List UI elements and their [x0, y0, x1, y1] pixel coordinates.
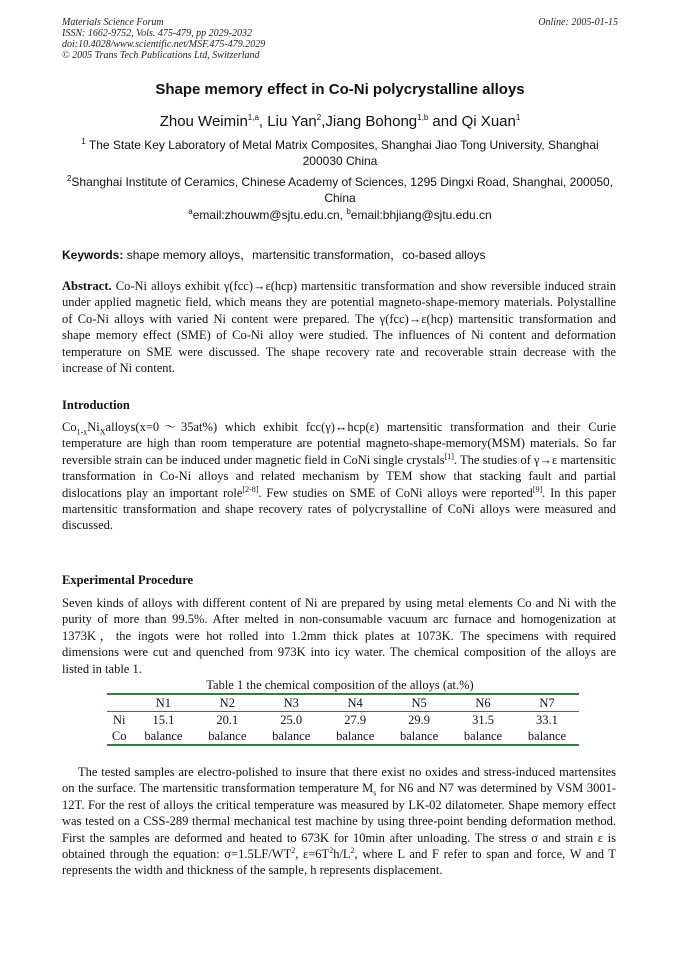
- email-line: [62, 208, 618, 222]
- introduction-paragraph: [62, 419, 616, 534]
- intro-text: alloys(x=0～35at%) which exhibit fcc(γ)↔hcp(ε) martensitic transformation and their Curie temperature are high than room temperature are potential magneto-shape-memory(MSM) materials. So far reversible strain can be induced under magnetic field in CoNi single crystals: [62, 420, 616, 467]
- table-cell: balance: [515, 728, 579, 745]
- author-name: Jiang Bohong: [325, 113, 418, 130]
- tested-text: h/L: [333, 847, 351, 862]
- intro-text: . In this paper martensitic transformation and shape recovery rates of polycrystalline of CoNi alloys were measured and discussed.: [62, 485, 617, 533]
- keywords-label: Keywords:: [62, 248, 124, 262]
- table-cell: balance: [131, 728, 195, 745]
- author-superscript: 1,a: [247, 113, 259, 122]
- table-cell: balance: [387, 728, 451, 745]
- intro-text: . Few studies on SME of CoNi alloys were reported: [258, 485, 533, 500]
- tested-superscript: 2: [329, 845, 334, 855]
- author-name: Liu Yan: [267, 113, 317, 130]
- table-header-cell: N3: [259, 694, 323, 712]
- intro-text: . The studies of γ→ε martensitic transformation in Co-Ni alloys and related mechanism by TEM show that stacking fault and partial dislocations play an important role: [62, 452, 617, 500]
- affiliation-superscript: 1: [81, 137, 86, 146]
- email-superscript: b: [346, 207, 351, 216]
- experimental-paragraph: Seven kinds of alloys with different content of Ni are prepared by using metal elements Co and Ni with the purity of more than 99.5%. After melted in non-consumable vacuum arc furnace and homogenization at 1373K，the ingots were hot rolled into 1.2mm thick plates at 1073K. The specimens with required dimensions were cut and quenched from 973K into icy water. The chemical composition of the alloys are listed in table 1.: [62, 596, 616, 676]
- tested-superscript: 2: [350, 845, 355, 855]
- affiliation-2: [62, 174, 618, 206]
- journal-name: Materials Science Forum: [62, 17, 164, 28]
- table-header-cell: N7: [515, 694, 579, 712]
- doi-line: doi:10.4028/www.scientific.net/MSF.475-479.2029: [62, 39, 266, 50]
- composition-table: [107, 693, 579, 746]
- tested-text: , where L and F refer to span and force, W and T represents the width and thickness of the sample, h represents displacement.: [62, 847, 617, 878]
- email-a: email:zhouwm@sjtu.edu.cn: [192, 208, 340, 222]
- table-cell: 15.1: [152, 712, 175, 727]
- intro-subscript: X: [99, 427, 106, 437]
- table-cell: 20.1: [216, 712, 239, 727]
- table-header-cell: N6: [451, 694, 515, 712]
- abstract-text: Co-Ni alloys exhibit γ(fcc)→ε(hcp) martensitic transformation and show reversible induced strain under applied magnetic field, which means they are potential magneto-shape-memory materials. Polystalline of Co-Ni alloys with varied Ni content were prepared. The γ(fcc)→ε(hcp) martensitic transformation and shape memory effect (SME) of Co-Ni alloy were studied. The influences of Ni content and deformation temperature on SME were discussed. The shape recovery rate and recoverable strain decrease with the increase of Ni content.: [62, 279, 616, 376]
- table-cell: balance: [195, 728, 259, 745]
- table-cell: balance: [323, 728, 387, 745]
- author-separator: ,: [321, 113, 326, 130]
- paper-title: Shape memory effect in Co-Ni polycrystalline alloys: [155, 81, 525, 98]
- tested-superscript: 2: [291, 845, 296, 855]
- table-caption: Table 1 the chemical composition of the alloys (at.%): [206, 678, 474, 692]
- email-b: email:bhjiang@sjtu.edu.cn: [350, 208, 492, 222]
- reference-marker: [1]: [444, 451, 454, 461]
- reference-marker: [2-8]: [242, 484, 259, 494]
- tested-text: for N6 and N7 was determined by VSM 3001-12T. For the rest of alloys the critical temperature was measured by LK-02 dilatometer. Shape memory effect was tested on a CSS-289 thermal mechanical test machine by using three-point bending deformation method. First the samples are deformed and heated to 673K for 10min after unloading. The stress σ and strain ε is obtained through the equation: σ=1.5LF/WT: [62, 781, 616, 862]
- table-cell: 31.5: [472, 712, 494, 727]
- affiliation-1: [62, 137, 618, 169]
- copyright-line: © 2005 Trans Tech Publications Ltd, Switzerland: [62, 50, 260, 61]
- affiliation-text: The State Key Laboratory of Metal Matrix Composites, Shanghai Jiao Tong University, Shanghai 200030 China: [85, 138, 599, 168]
- table-cell: 29.9: [408, 712, 431, 727]
- table-header-cell: N2: [195, 694, 259, 712]
- online-date: Online: 2005-01-15: [538, 17, 618, 28]
- table-header-cell: N1: [131, 694, 195, 712]
- table-cell: Co: [107, 728, 131, 745]
- tested-text: , ε=6T: [295, 847, 330, 862]
- author-superscript: 2: [316, 113, 322, 122]
- keywords-text: shape memory alloys，martensitic transformation，co-based alloys: [123, 248, 486, 262]
- table-cell: Ni: [112, 712, 126, 727]
- intro-text: Ni: [87, 420, 100, 434]
- table-cell: 33.1: [536, 712, 558, 727]
- abstract-paragraph: [62, 278, 616, 376]
- issn-line: ISSN: 1662-9752, Vols. 475-479, pp 2029-2032: [62, 28, 252, 39]
- table-row: [107, 712, 579, 729]
- author-list: [62, 113, 618, 130]
- intro-subscript: 1-x: [76, 427, 88, 437]
- abstract-label: Abstract.: [62, 279, 112, 293]
- tested-paragraph: [62, 764, 616, 879]
- intro-text: Co: [62, 420, 77, 434]
- experimental-heading: Experimental Procedure: [62, 573, 194, 587]
- affiliation-superscript: 2: [66, 174, 72, 183]
- table-cell: 25.0: [280, 712, 303, 727]
- table-cell: balance: [259, 728, 323, 745]
- reference-marker: [9]: [532, 484, 543, 494]
- keywords-line: [62, 246, 618, 263]
- table-header-cell: N4: [323, 694, 387, 712]
- journal-header: [62, 17, 618, 61]
- author-name: Qi Xuan: [461, 113, 516, 130]
- introduction-heading: Introduction: [62, 398, 130, 412]
- email-superscript: a: [188, 207, 193, 216]
- affiliation-text: Shanghai Institute of Ceramics, Chinese Academy of Sciences, 1295 Dingxi Road, Shanghai, 200050, China: [71, 175, 614, 205]
- tested-text: The tested samples are electro-polished to insure that there exist no oxides and stress-induced martensites on the surface. The martensitic transformation temperature M: [62, 765, 616, 796]
- table-header-cell: [107, 694, 131, 712]
- table-header-cell: N5: [387, 694, 451, 712]
- author-separator: ,: [258, 113, 268, 130]
- table-row: [107, 728, 579, 745]
- table-cell: balance: [451, 728, 515, 745]
- tested-subscript: s: [373, 788, 377, 798]
- author-superscript: 1,b: [417, 113, 429, 122]
- table-header-row: [107, 694, 579, 712]
- author-superscript: 1: [515, 113, 521, 122]
- email-separator: ,: [339, 208, 347, 222]
- author-name: Zhou Weimin: [159, 113, 248, 130]
- author-separator: and: [428, 113, 462, 130]
- table-cell: 27.9: [344, 712, 367, 727]
